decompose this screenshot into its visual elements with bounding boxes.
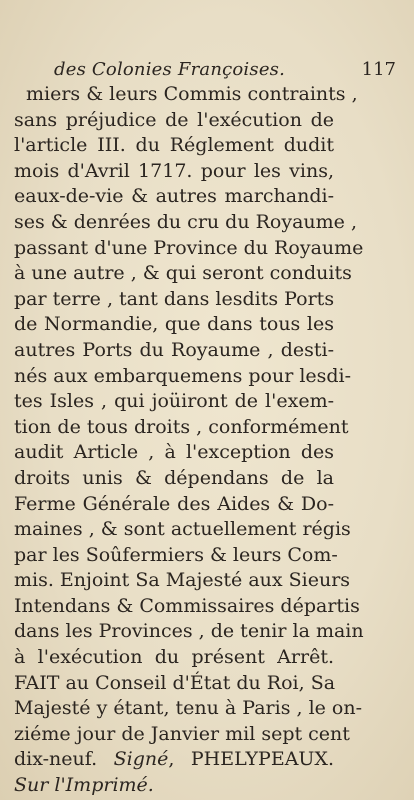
text-line: droits unis & dépendans de la <box>14 466 334 489</box>
text-line: de Normandie, que dans tous les <box>14 313 334 336</box>
text-line: tion de tous droits , conformément <box>14 415 349 438</box>
text-line: tes Isles , qui joüiront de l'exem- <box>14 390 334 413</box>
text-line: l'article III. du Réglement dudit <box>14 134 334 157</box>
text-line: FAIT au Conseil d'État du Roi, Sa <box>14 671 336 694</box>
text-line: ziéme jour de Janvier mil sept cent <box>14 722 350 745</box>
signature-line: dix-neuf. Signé, PHELYPEAUX. <box>14 748 334 771</box>
text-line: à l'exécution du présent Arrêt. <box>14 646 334 669</box>
text-line: sans préjudice de l'exécution de <box>14 108 334 131</box>
text-line: miers & leurs Commis contraints , <box>26 83 358 105</box>
text-line: Intendans & Commissaires départis <box>14 594 360 617</box>
date-end: dix-neuf. <box>14 748 98 771</box>
text-line: ses & denrées du cru du Royaume , <box>14 210 358 233</box>
text-line: eaux-de-vie & autres marchandi- <box>14 185 334 208</box>
text-body <box>12 82 364 799</box>
text-line: mis. Enjoint Sa Majesté aux Sieurs <box>14 569 351 592</box>
text-line: audit Article , à l'exception des <box>14 441 334 464</box>
text-line: nés aux embarquemens pour lesdi- <box>14 364 352 387</box>
page-header <box>54 58 396 82</box>
text-line: mois d'Avril 1717. pour les vins, <box>14 159 334 182</box>
text-line: dans les Provinces , de tenir la main <box>14 620 364 643</box>
text-line: passant d'une Province du Royaume <box>14 236 364 259</box>
text-line: Ferme Générale des Aides & Do- <box>14 492 334 515</box>
text-line: à une autre , & qui seront conduits <box>14 262 352 285</box>
text-line: par terre , tant dans lesdits Ports <box>14 287 335 310</box>
signe-label: Signé <box>113 748 169 771</box>
signatory-name: PHELYPEAUX. <box>190 748 334 771</box>
page-number: 117 <box>361 59 396 80</box>
imprint-line: Sur l'Imprimé. <box>14 774 154 797</box>
text-line: par les Soûfermiers & leurs Com- <box>14 543 338 566</box>
running-title: des Colonies Françoises. <box>54 59 286 80</box>
text-line: autres Ports du Royaume , desti- <box>14 338 334 361</box>
text-line: Majesté y étant, tenu à Paris , le on- <box>14 697 363 720</box>
text-line: maines , & sont actuellement régis <box>14 518 351 541</box>
